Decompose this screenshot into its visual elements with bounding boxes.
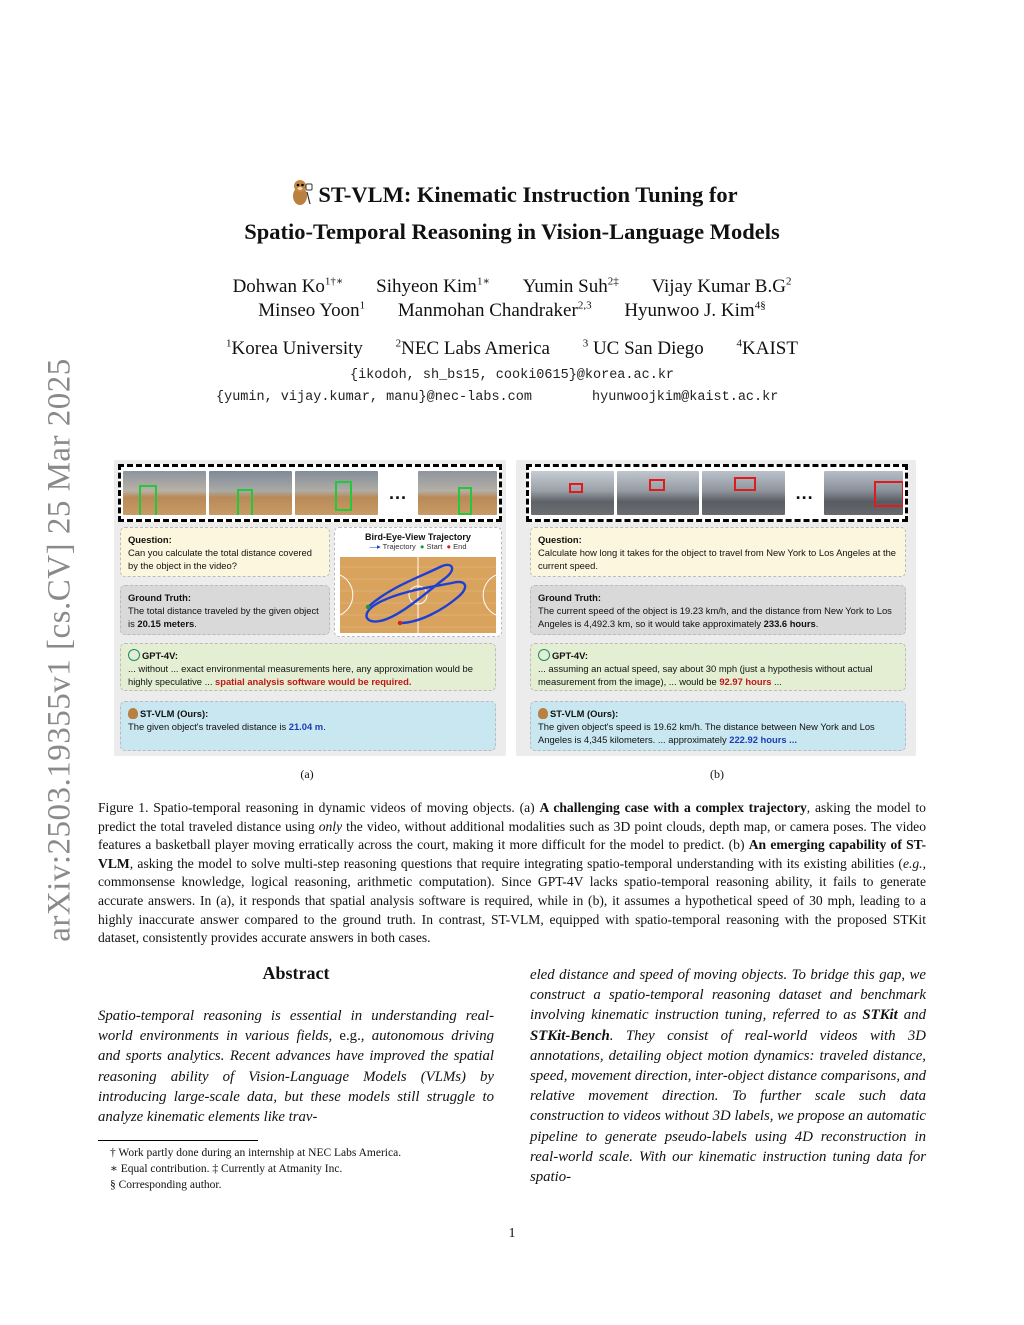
- bbox-red: [569, 483, 583, 493]
- authors-row-1: [0, 276, 1024, 298]
- gpt4v-box-b: GPT-4V: ... assuming an actual speed, say about 30 mph (just a hypothesis without actual measurement from the image), ... would be 92.97 hours ...: [530, 643, 906, 691]
- footnote: † Work partly done during an internship at NEC Labs America.: [110, 1147, 402, 1159]
- paper-title: [0, 178, 1024, 247]
- video-frame: [295, 471, 378, 515]
- video-frame: [824, 471, 903, 515]
- author: Minseo Yoon$^1$: [258, 299, 366, 321]
- footnote: ∗ Equal contribution. ‡ Currently at Atmanity Inc.: [110, 1163, 343, 1175]
- legend-start-icon: ●: [419, 542, 425, 551]
- stvlm-box-a: ST-VLM (Ours): The given object's traveled distance is 21.04 m.: [120, 701, 496, 751]
- bbox-green: [335, 481, 352, 511]
- subfigure-label-a: (a): [300, 767, 314, 781]
- bbox-green: [139, 485, 157, 515]
- abstract-heading: Abstract: [262, 963, 330, 983]
- author: Vijay Kumar $B.G^2$: [651, 275, 792, 297]
- email-nec[interactable]: {yumin, vijay.kumar, manu}@nec-labs.com: [216, 390, 532, 405]
- bbox-green: [237, 489, 253, 515]
- author: Manmohan Chandraker$^{2,3}$: [397, 299, 592, 321]
- more-frames-indicator: ...: [795, 482, 814, 503]
- video-frames-a: [118, 464, 502, 522]
- openai-icon: [538, 649, 550, 661]
- stvlm-box-b: ST-VLM (Ours): The given object's speed is 19.62 km/h. The distance between New York and Los Angeles is 4,345 kilometers. ... approximately 222.92 hours ...: [530, 701, 906, 751]
- ground-truth-box-a: Ground Truth: The total distance traveled by the given object is 20.15 meters.: [120, 585, 330, 635]
- video-frame: [702, 471, 785, 515]
- figure-caption: Figure 1. Spatio-temporal reasoning in dynamic videos of moving objects. (a) A challenging case with a complex trajectory, asking the model to predict the total traveled distance using only the video, without additional modalities such as 3D point clouds, depth map, or camera poses. The video features a basketball player moving erratically across the court, making it more difficult for the model to predict. (b) An emerging capability of ST-VLM, asking the model to solve multi-step reasoning questions that require integrating spatio-temporal understanding with its existing abilities (e.g., commonsense knowledge, logical reasoning, arithmetic computation). Since GPT-4V lacks spatio-temporal reasoning ability, it fails to generate accurate answers. In (a), it responds that spatial analysis software is required, while in (b), it assumes a hypothetical speed of 30 mph, leading to a highly inaccurate answer compared to the ground truth. In contrast, ST-VLM, equipped with spatio-temporal reasoning with the proposed STKit dataset, consistently provides accurate answers in both cases.: [98, 800, 926, 946]
- mascot-icon: [538, 708, 548, 719]
- question-box-b: Question: Calculate how long it takes for the object to travel from New York to Los Angeles at the current speed.: [530, 527, 906, 577]
- authors-row-2: [0, 300, 1024, 322]
- bbox-red: [874, 481, 903, 507]
- author: Sihyeon Kim$^{1∗}$: [376, 275, 490, 297]
- email-kaist[interactable]: hyunwoojkim@kaist.ac.kr: [592, 390, 779, 405]
- video-frames-b: [526, 464, 908, 522]
- bev-legend: —▸ Trajectory ● Start ● End: [369, 542, 467, 551]
- author: Hyunwoo J. Kim$^{4\S}$: [624, 299, 766, 321]
- bev-title: Bird-Eye-View Trajectory: [365, 532, 471, 542]
- legend-end-icon: ●: [446, 542, 452, 551]
- ground-truth-box-b: Ground Truth: The current speed of the object is 19.23 km/h, and the distance from New York to Los Angeles is 4,492.3 km, so it would take approximately 233.6 hours.: [530, 585, 906, 635]
- page-number: 1: [508, 1226, 516, 1241]
- affiliation: $^1$Korea University: [226, 337, 363, 359]
- video-frame: [209, 471, 292, 515]
- video-frame: [531, 471, 614, 515]
- bbox-green: [458, 487, 472, 515]
- mascot-logo-icon: [286, 178, 316, 216]
- video-frame: [617, 471, 700, 515]
- subfigure-label-b: (b): [710, 767, 724, 781]
- legend-trajectory-icon: —▸: [369, 542, 381, 551]
- affiliation: $^2$NEC Labs America: [395, 337, 550, 359]
- video-frame: [418, 471, 497, 515]
- arxiv-stamp: arXiv:2503.19355v1 [cs.CV] 25 Mar 2025: [41, 358, 78, 942]
- abstract-left-column: Spatio-temporal reasoning is essential in understanding real-world environments in various fields, e.g., autonomous driving and sports analytics. Recent advances have improved the spatial reasoning ability of Vision-Language Models (VLMs) by introducing large-scale data, but these models still struggle to analyze kinematic elements like trav-: [98, 1008, 494, 1126]
- affiliation: $^4$KAIST: [736, 337, 798, 359]
- affiliation: $^3$ UC San Diego: [582, 337, 704, 359]
- gpt4v-box-a: GPT-4V: ... without ... exact environmental measurements here, any approximation would be highly speculative ... spatial analysis software would be required.: [120, 643, 496, 691]
- mascot-icon: [128, 708, 138, 719]
- openai-icon: [128, 649, 140, 661]
- bev-trajectory-plot: [334, 527, 502, 637]
- footnote: § Corresponding author.: [110, 1179, 222, 1191]
- footnote-rule: [98, 1140, 258, 1141]
- title-line-1: ST-VLM: Kinematic Instruction Tuning for: [318, 182, 738, 207]
- author: Dohwan $Ko^{1\dagger∗}$: [232, 275, 344, 297]
- court-trajectory: [340, 557, 496, 633]
- more-frames-indicator: ...: [389, 482, 408, 503]
- bbox-red: [734, 477, 756, 491]
- email-korea[interactable]: {ikodoh, sh_bs15, cooki0615}@korea.ac.kr: [349, 368, 675, 383]
- video-frame: [123, 471, 206, 515]
- bbox-red: [649, 479, 665, 491]
- question-box-a: Question: Can you calculate the total distance covered by the object in the video?: [120, 527, 330, 577]
- title-line-2: Spatio-Temporal Reasoning in Vision-Language Models: [244, 219, 780, 244]
- abstract-right-column: eled distance and speed of moving objects. To bridge this gap, we construct a spatio-temporal reasoning dataset and benchmark involving kinematic instruction tuning, referred to as STKit and STKit-Bench. They consist of real-world videos with 3D annotations, detailing object motion dynamics: traveled distance, speed, movement direction, inter-object distance comparisons, and relative movement direction. To further scale such data construction to videos without 3D labels, we propose an automatic pipeline to generate pseudo-labels using 4D reconstruction in real-world scale. With our kinematic instruction tuning data for spatio-: [530, 967, 926, 1186]
- affiliations: [0, 338, 1024, 360]
- author: Yumin Suh$^{2\ddagger}$: [522, 275, 619, 297]
